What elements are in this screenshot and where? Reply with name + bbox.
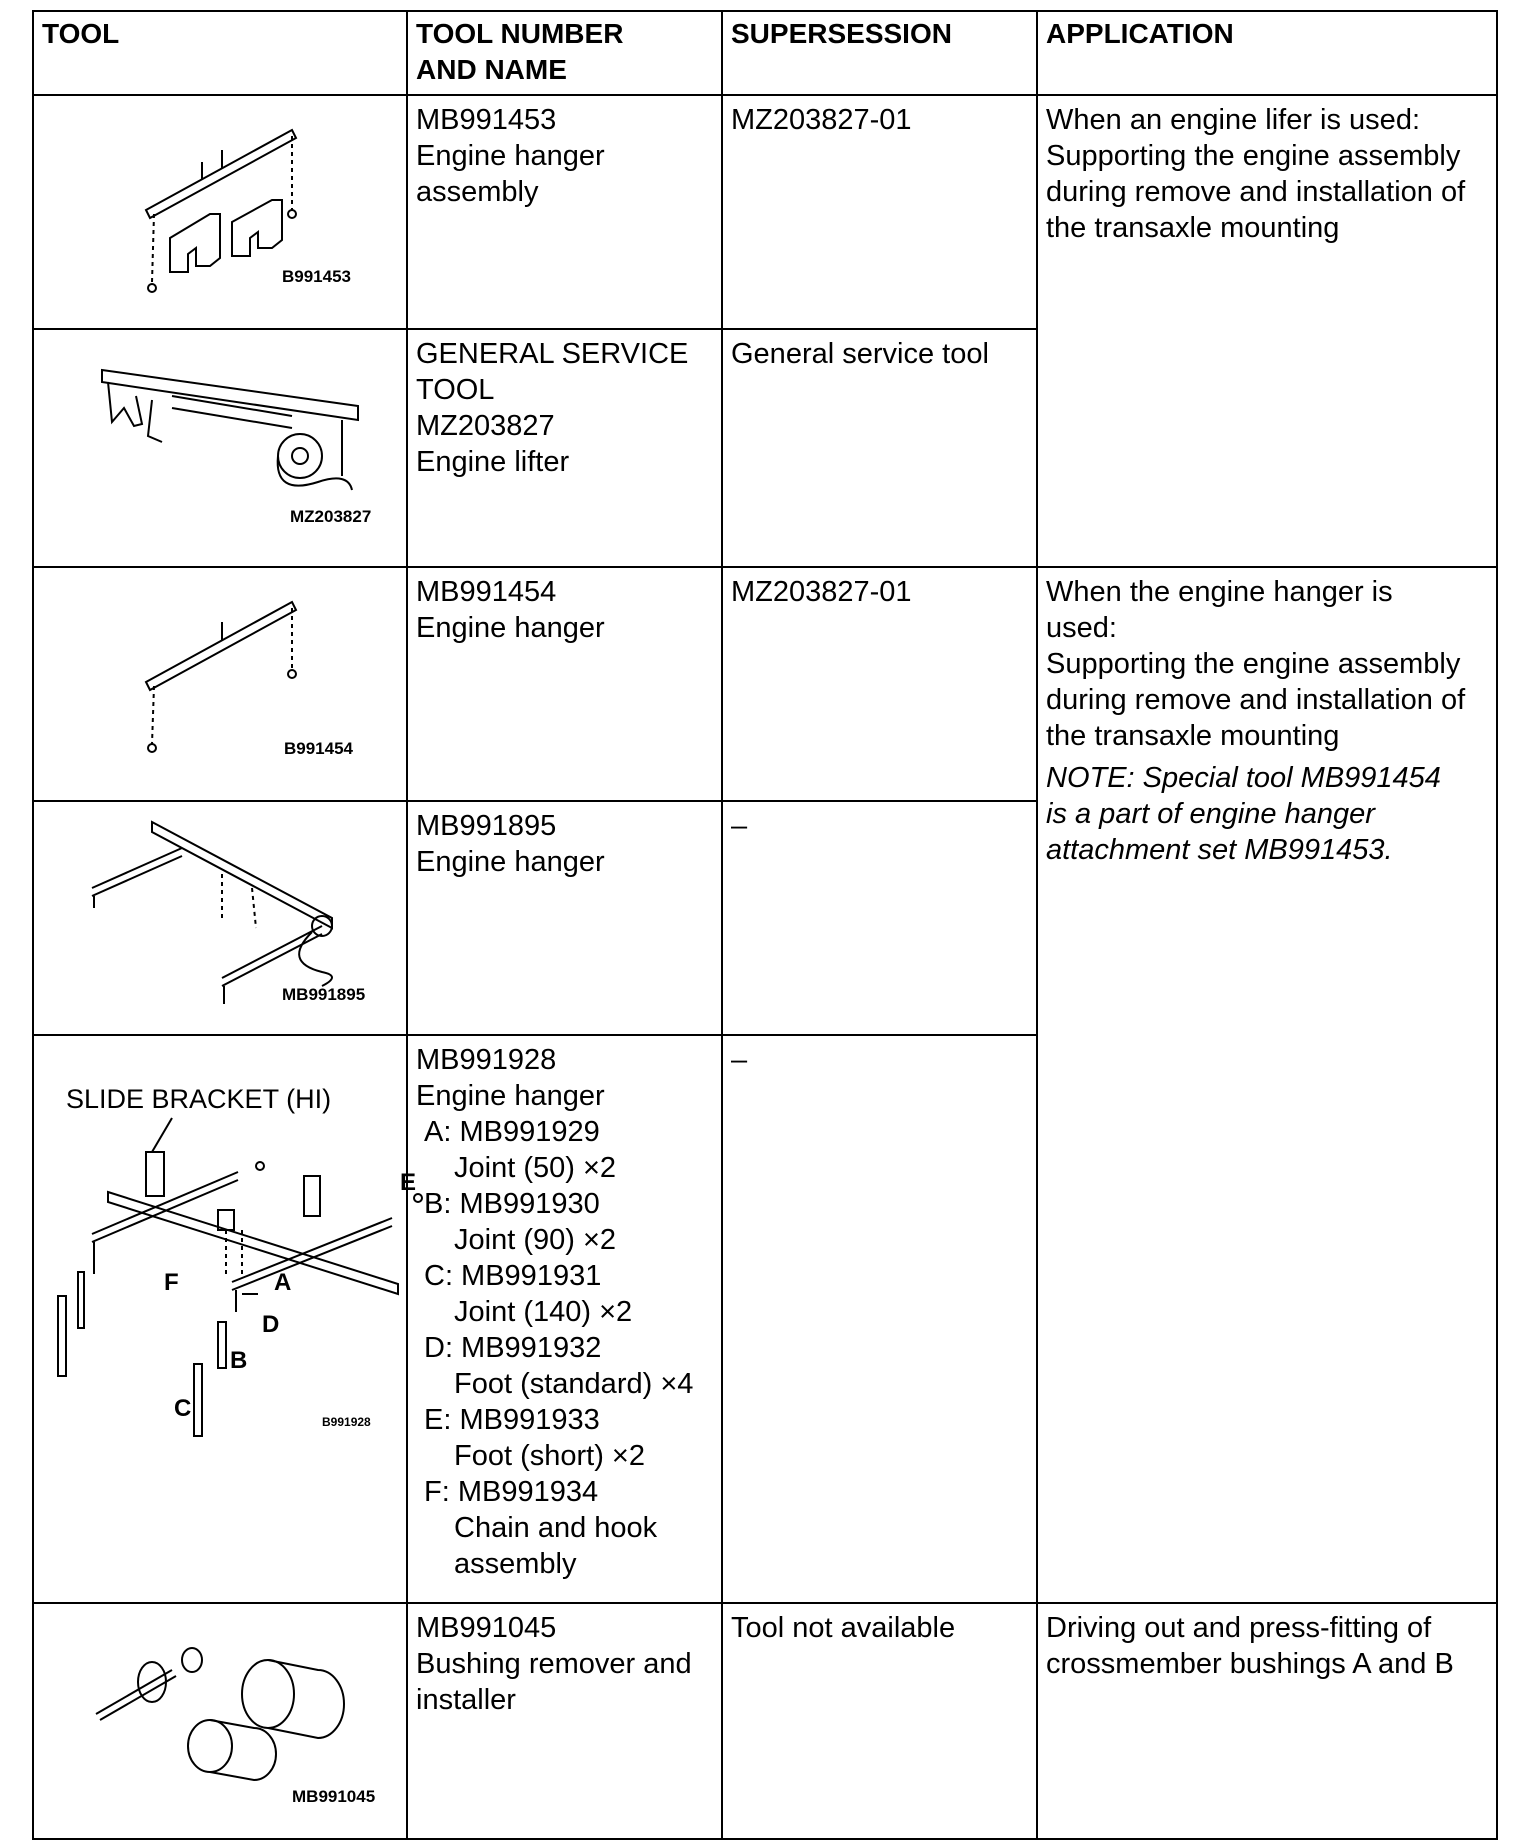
supersession-cell: Tool not available [722, 1603, 1037, 1839]
engine-hanger-illustration [42, 574, 414, 794]
tool-image-label: MB991045 [292, 1787, 376, 1806]
part-letter-d: D [262, 1311, 280, 1338]
tool-image-cell [33, 95, 407, 329]
table-row [33, 1603, 1497, 1839]
part-letter-f: F [164, 1269, 179, 1296]
tool-number-cell: GENERAL SERVICE TOOL MZ203827 Engine lifter [407, 329, 722, 567]
table-row [33, 95, 1497, 329]
table-row [33, 567, 1497, 801]
tool-image-cell [33, 1603, 407, 1839]
application-cell: Driving out and press-fitting of crossmember bushings A and B [1037, 1603, 1497, 1839]
application-cell: When an engine lifer is used: Supporting the engine assembly during remove and installation of the transaxle mounting [1037, 95, 1497, 567]
tool-image-label: B991454 [284, 739, 354, 758]
tool-image-label: B991453 [282, 267, 352, 286]
header-application: APPLICATION [1037, 11, 1497, 95]
tool-image-label: MZ203827 [290, 507, 372, 526]
application-cell: When the engine hanger is used: Supporting the engine assembly during remove and installation of the transaxle mounting NOTE: Special tool MB991454 is a part of engine hanger attachment set MB991453. [1037, 567, 1497, 1603]
header-tool: TOOL [33, 11, 407, 95]
slide-bracket-caption: SLIDE BRACKET (HI) [66, 1084, 332, 1114]
engine-hanger-set-illustration [42, 1042, 417, 1596]
tool-image-label: B991928 [322, 1415, 371, 1429]
tool-image-cell [33, 1035, 417, 1603]
supersession-cell: – [722, 1035, 1037, 1603]
header-tool-number-and-name: TOOL NUMBER AND NAME [407, 11, 722, 95]
supersession-cell: – [722, 801, 1037, 1035]
engine-hanger-frame-illustration [42, 808, 414, 1028]
tool-number-cell: MB991453 Engine hanger assembly [407, 95, 722, 329]
special-tools-table [32, 10, 1498, 1840]
supersession-cell: MZ203827-01 [722, 567, 1037, 801]
part-letter-a: A [274, 1269, 292, 1296]
supersession-cell: MZ203827-01 [722, 95, 1037, 329]
header-row [33, 11, 1497, 95]
supersession-cell: General service tool [722, 329, 1037, 567]
tool-number-cell: MB991895 Engine hanger [407, 801, 722, 1035]
header-supersession: SUPERSESSION [722, 11, 1037, 95]
application-note: NOTE: Special tool MB991454 is a part of engine hanger attachment set MB991453. [1046, 762, 1441, 866]
tool-number-cell: MB991454 Engine hanger [407, 567, 722, 801]
engine-lifter-illustration [42, 336, 414, 560]
engine-hanger-assembly-illustration [42, 102, 414, 322]
tool-image-cell [33, 801, 407, 1035]
tool-image-cell [33, 329, 407, 567]
tool-image-label: MB991895 [282, 985, 366, 1004]
tool-number-cell: MB991928 Engine hanger A: MB991929 Joint (50) ×2 B: MB991930 Joint (90) ×2 C: MB991931 Joint (140) ×2 D: MB991932 Foot (standard) ×4 E: MB991933 Foot (short) ×2 F: MB991934 Chain and hook assembly [407, 1035, 722, 1603]
tool-image-cell [33, 567, 407, 801]
bushing-remover-installer-illustration [42, 1610, 414, 1832]
part-letter-b: B [230, 1347, 248, 1374]
part-letter-c: C [174, 1395, 192, 1422]
part-letter-e: E [400, 1169, 417, 1196]
tool-number-cell: MB991045 Bushing remover and installer [407, 1603, 722, 1839]
